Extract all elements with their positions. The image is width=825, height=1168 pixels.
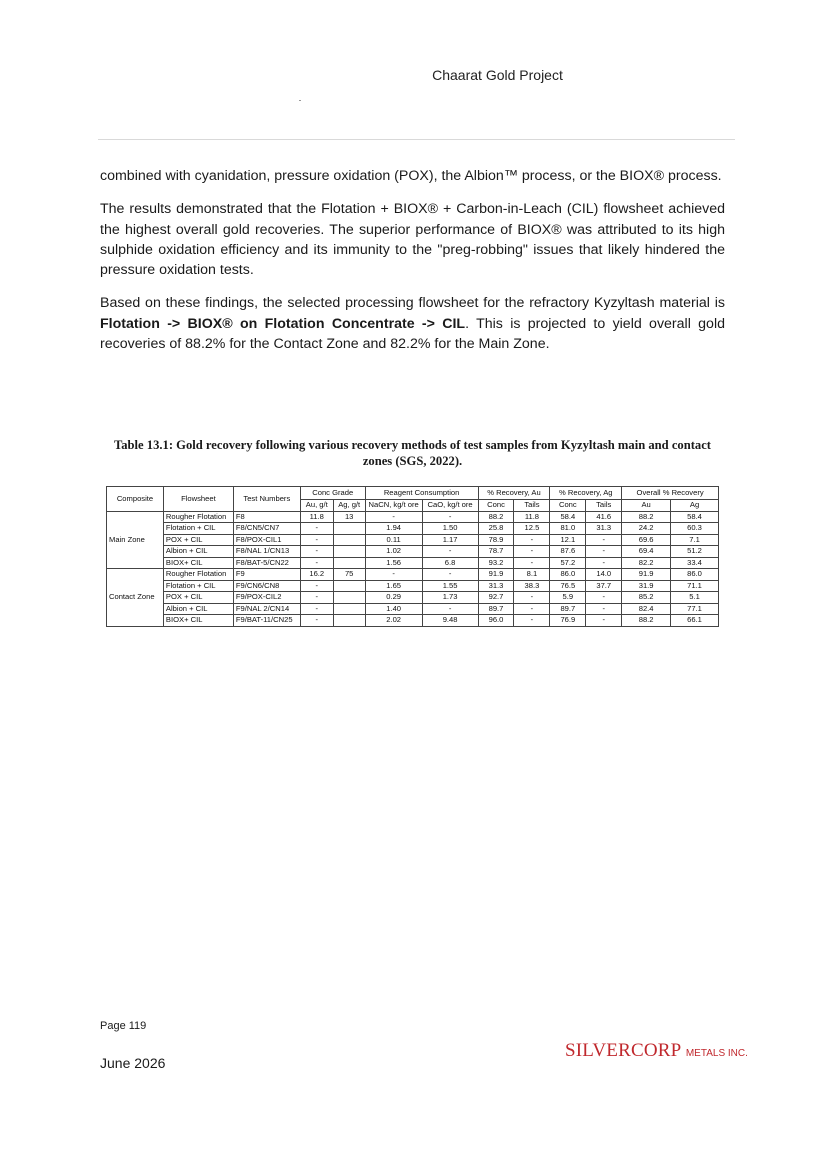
value-cell: -: [586, 534, 622, 546]
test-number-cell: F8/CN5/CN7: [233, 523, 300, 535]
value-cell: 91.9: [478, 569, 514, 581]
value-cell: -: [365, 511, 422, 523]
header-conc-grade: Conc Grade: [300, 487, 365, 500]
header-title: Chaarat Gold Project: [432, 67, 563, 83]
value-cell: 66.1: [671, 615, 719, 627]
flowsheet-cell: Rougher Flotation: [163, 569, 233, 581]
flowsheet-cell: POX + CIL: [163, 534, 233, 546]
flowsheet-cell: Flotation + CIL: [163, 523, 233, 535]
value-cell: 1.02: [365, 546, 422, 558]
subheader-cell: Conc: [550, 500, 586, 512]
value-cell: -: [586, 557, 622, 569]
test-number-cell: F8/BAT-5/CN22: [233, 557, 300, 569]
value-cell: 0.11: [365, 534, 422, 546]
value-cell: -: [422, 569, 478, 581]
value-cell: [333, 615, 365, 627]
flowsheet-cell: Albion + CIL: [163, 546, 233, 558]
table-row: [107, 603, 719, 615]
value-cell: -: [422, 603, 478, 615]
value-cell: [333, 580, 365, 592]
value-cell: 77.1: [671, 603, 719, 615]
value-cell: 14.0: [586, 569, 622, 581]
value-cell: 6.8: [422, 557, 478, 569]
value-cell: 96.0: [478, 615, 514, 627]
value-cell: 25.8: [478, 523, 514, 535]
paragraph-3-lead: Based on these findings, the selected processing flowsheet for the refractory Kyzyltash material is: [100, 295, 725, 312]
subheader-cell: CaO, kg/t ore: [422, 500, 478, 512]
value-cell: -: [586, 603, 622, 615]
test-number-cell: F9/CN6/CN8: [233, 580, 300, 592]
value-cell: -: [422, 546, 478, 558]
value-cell: -: [514, 603, 550, 615]
value-cell: 1.50: [422, 523, 478, 535]
value-cell: -: [514, 592, 550, 604]
value-cell: 86.0: [550, 569, 586, 581]
value-cell: -: [586, 592, 622, 604]
table-row: [107, 523, 719, 535]
value-cell: 69.6: [622, 534, 671, 546]
paragraph-1: combined with cyanidation, pressure oxidation (POX), the Albion™ process, or the BIOX® process.: [100, 168, 722, 184]
value-cell: -: [514, 615, 550, 627]
value-cell: 69.4: [622, 546, 671, 558]
value-cell: 5.1: [671, 592, 719, 604]
value-cell: 13: [333, 511, 365, 523]
footer-date: June 2026: [100, 1055, 166, 1071]
flowsheet-cell: Albion + CIL: [163, 603, 233, 615]
header-overall: Overall % Recovery: [622, 487, 719, 500]
value-cell: [333, 592, 365, 604]
test-number-cell: F8/POX-CIL1: [233, 534, 300, 546]
value-cell: 1.56: [365, 557, 422, 569]
header-flowsheet: Flowsheet: [163, 487, 233, 512]
value-cell: 76.5: [550, 580, 586, 592]
value-cell: 76.9: [550, 615, 586, 627]
table-row: [107, 615, 719, 627]
table-row: [107, 580, 719, 592]
value-cell: 0.29: [365, 592, 422, 604]
value-cell: 33.4: [671, 557, 719, 569]
subheader-cell: Ag, g/t: [333, 500, 365, 512]
subheader-cell: Ag: [671, 500, 719, 512]
value-cell: -: [300, 592, 333, 604]
page-number: Page 119: [100, 1020, 147, 1032]
value-cell: 12.1: [550, 534, 586, 546]
body-text: [100, 166, 725, 367]
value-cell: 78.9: [478, 534, 514, 546]
subheader-cell: NaCN, kg/t ore: [365, 500, 422, 512]
value-cell: 1.94: [365, 523, 422, 535]
subheader-cell: Conc: [478, 500, 514, 512]
flowsheet-cell: BIOX+ CIL: [163, 557, 233, 569]
composite-cell: Main Zone: [107, 511, 164, 569]
table-header-row: [107, 487, 719, 500]
value-cell: 57.2: [550, 557, 586, 569]
value-cell: 93.2: [478, 557, 514, 569]
test-number-cell: F9/POX-CIL2: [233, 592, 300, 604]
table-row: [107, 511, 719, 523]
value-cell: [333, 603, 365, 615]
table-row: [107, 557, 719, 569]
subheader-cell: Au: [622, 500, 671, 512]
value-cell: 88.2: [478, 511, 514, 523]
value-cell: 8.1: [514, 569, 550, 581]
value-cell: 88.2: [622, 615, 671, 627]
table-body: [107, 511, 719, 626]
paragraph-2: The results demonstrated that the Flotation + BIOX® + Carbon-in-Leach (CIL) flowsheet achieved the highest overall gold recoveries. The superior performance of BIOX® was attributed to its high sulphide oxidation efficiency and its immunity to the "preg-robbing" issues that likely hindered the pressure oxidation tests.: [100, 201, 725, 279]
value-cell: 24.2: [622, 523, 671, 535]
header-reagent: Reagent Consumption: [365, 487, 478, 500]
test-number-cell: F9: [233, 569, 300, 581]
value-cell: 1.40: [365, 603, 422, 615]
value-cell: 37.7: [586, 580, 622, 592]
value-cell: 75: [333, 569, 365, 581]
value-cell: 31.9: [622, 580, 671, 592]
value-cell: [333, 523, 365, 535]
value-cell: -: [300, 534, 333, 546]
value-cell: 86.0: [671, 569, 719, 581]
value-cell: 31.3: [478, 580, 514, 592]
logo-main-text: SILVERCORP: [565, 1040, 682, 1061]
table-row: [107, 592, 719, 604]
selected-flowsheet: Flotation -> BIOX® on Flotation Concentrate -> CIL: [100, 315, 466, 332]
value-cell: 16.2: [300, 569, 333, 581]
value-cell: 91.9: [622, 569, 671, 581]
value-cell: 1.73: [422, 592, 478, 604]
value-cell: 2.02: [365, 615, 422, 627]
value-cell: 1.65: [365, 580, 422, 592]
value-cell: 89.7: [550, 603, 586, 615]
value-cell: 71.1: [671, 580, 719, 592]
flowsheet-cell: Flotation + CIL: [163, 580, 233, 592]
value-cell: -: [514, 546, 550, 558]
table-caption: Table 13.1: Gold recovery following various recovery methods of test samples from Kyzyltash main and contact zones (SGS, 2022).: [114, 438, 711, 468]
value-cell: 1.17: [422, 534, 478, 546]
value-cell: 1.55: [422, 580, 478, 592]
recovery-table: [106, 486, 719, 627]
value-cell: 51.2: [671, 546, 719, 558]
value-cell: 82.2: [622, 557, 671, 569]
value-cell: -: [300, 523, 333, 535]
stray-mark: [299, 100, 301, 101]
value-cell: -: [514, 534, 550, 546]
paragraph-3: [100, 293, 725, 354]
value-cell: 82.4: [622, 603, 671, 615]
value-cell: 12.5: [514, 523, 550, 535]
value-cell: 7.1: [671, 534, 719, 546]
subheader-cell: Tails: [514, 500, 550, 512]
value-cell: -: [586, 546, 622, 558]
subheader-cell: Tails: [586, 500, 622, 512]
table-row: [107, 546, 719, 558]
value-cell: 11.8: [300, 511, 333, 523]
value-cell: -: [365, 569, 422, 581]
paragraph-3-tail: . This is projected to yield overall gold recoveries of 88.2% for the Contact Zone and 82.2% for the Main Zone.: [100, 315, 725, 353]
value-cell: 81.0: [550, 523, 586, 535]
header-recovery-au: % Recovery, Au: [478, 487, 550, 500]
silvercorp-logo: [565, 1040, 748, 1062]
flowsheet-cell: Rougher Flotation: [163, 511, 233, 523]
value-cell: 60.3: [671, 523, 719, 535]
test-number-cell: F9/BAT-11/CN25: [233, 615, 300, 627]
header-test-numbers: Test Numbers: [233, 487, 300, 512]
value-cell: 58.4: [671, 511, 719, 523]
value-cell: -: [300, 603, 333, 615]
value-cell: 92.7: [478, 592, 514, 604]
logo-sub-text: METALS INC.: [685, 1048, 748, 1059]
value-cell: [333, 546, 365, 558]
table-row: [107, 569, 719, 581]
value-cell: 9.48: [422, 615, 478, 627]
value-cell: -: [300, 557, 333, 569]
value-cell: -: [300, 546, 333, 558]
subheader-cell: Au, g/t: [300, 500, 333, 512]
value-cell: 31.3: [586, 523, 622, 535]
test-number-cell: F8/NAL 1/CN13: [233, 546, 300, 558]
composite-cell: Contact Zone: [107, 569, 164, 627]
value-cell: -: [300, 615, 333, 627]
value-cell: 11.8: [514, 511, 550, 523]
value-cell: -: [586, 615, 622, 627]
value-cell: 88.2: [622, 511, 671, 523]
value-cell: 85.2: [622, 592, 671, 604]
value-cell: [333, 534, 365, 546]
value-cell: 87.6: [550, 546, 586, 558]
table-row: [107, 534, 719, 546]
test-number-cell: F9/NAL 2/CN14: [233, 603, 300, 615]
header-divider: [98, 139, 735, 140]
value-cell: -: [514, 557, 550, 569]
value-cell: 89.7: [478, 603, 514, 615]
flowsheet-cell: BIOX+ CIL: [163, 615, 233, 627]
document-header: [0, 67, 825, 83]
value-cell: -: [300, 580, 333, 592]
value-cell: 58.4: [550, 511, 586, 523]
test-number-cell: F8: [233, 511, 300, 523]
flowsheet-cell: POX + CIL: [163, 592, 233, 604]
header-recovery-ag: % Recovery, Ag: [550, 487, 622, 500]
value-cell: 5.9: [550, 592, 586, 604]
value-cell: 38.3: [514, 580, 550, 592]
value-cell: 41.6: [586, 511, 622, 523]
value-cell: -: [422, 511, 478, 523]
header-composite: Composite: [107, 487, 164, 512]
value-cell: [333, 557, 365, 569]
value-cell: 78.7: [478, 546, 514, 558]
